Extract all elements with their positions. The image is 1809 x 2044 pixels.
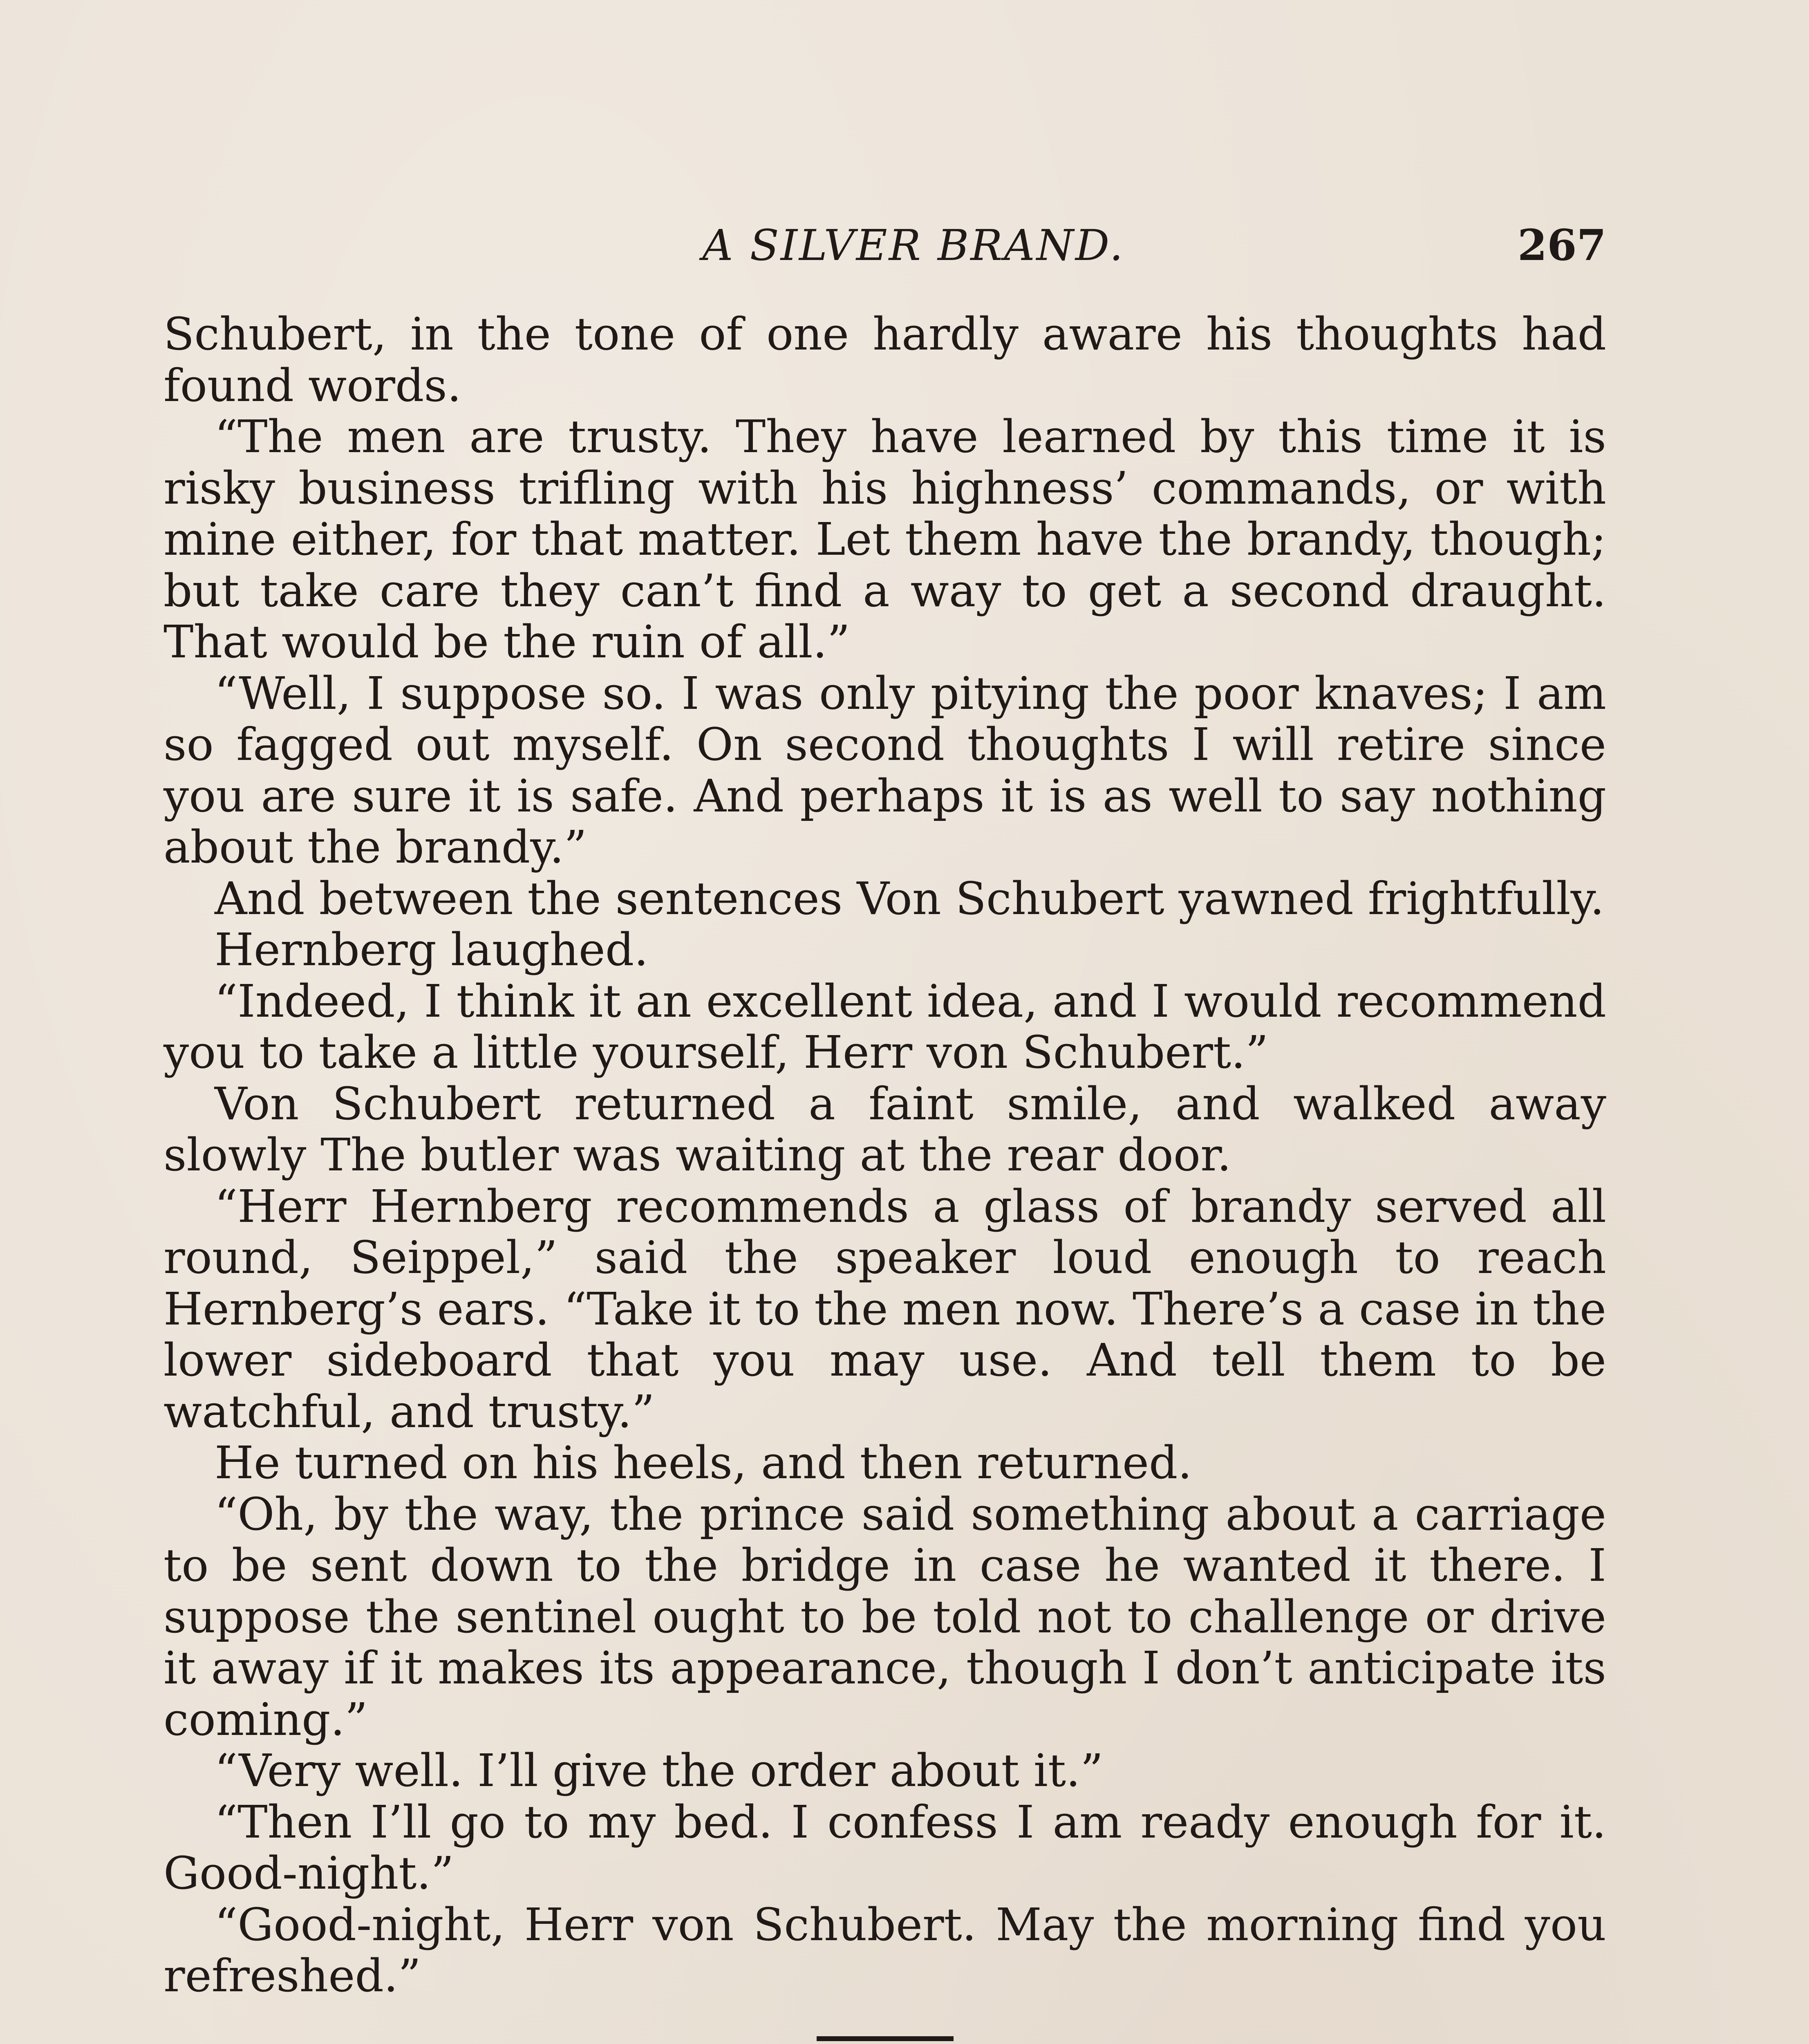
paragraph: “Good-night, Herr von Schubert. May the morning find you refreshed.” (163, 1898, 1606, 2002)
page-number: 267 (1517, 220, 1606, 270)
section-divider (817, 2036, 954, 2041)
paragraph: “Well, I suppose so. I was only pitying the poor knaves; I am so fagged out myself. On second thoughts I will retire since you are sure it is safe. And perhaps it is as well to say nothing about the brandy.” (163, 667, 1606, 873)
paragraph: He turned on his heels, and then returned. (215, 1437, 1192, 1489)
paragraph: “Indeed, I think it an excellent idea, and I would recommend you to take a little yourself, Herr von Schubert.” (163, 975, 1606, 1078)
paragraph: Von Schubert returned a faint smile, and walked away slowly The butler was waiting at the rear door. (163, 1077, 1606, 1181)
body-text (163, 309, 1606, 2044)
paragraph: Hernberg laughed. (215, 923, 649, 976)
paragraph: “Then I’ll go to my bed. I confess I am ready enough for it. Good-night.” (163, 1795, 1606, 1899)
running-head (163, 213, 1606, 278)
paragraph: “Oh, by the way, the prince said something about a carriage to be sent down to the bridge in case he wanted it there. I suppose the sentinel ought to be told not to challenge or drive it away if it makes its appearance, though I don’t anticipate its coming.” (163, 1488, 1606, 1746)
running-title: A SILVER BRAND. (702, 220, 1125, 270)
paragraph: “Herr Hernberg recommends a glass of brandy served all round, Seippel,” said the speaker loud enough to reach Hernberg’s ears. “Take it to the men now. There’s a case in the lower sideboard that you may use. And tell them to be watchful, and trusty.” (163, 1180, 1606, 1438)
paragraph: And between the sentences Von Schubert yawned frightfully. (215, 872, 1605, 925)
paragraph: Schubert, in the tone of one hardly aware his thoughts had found words. (163, 308, 1606, 412)
paragraph: “The men are trusty. They have learned by this time it is risky business trifling with his highness’ commands, or with mine either, for that matter. Let them have the brandy, though; but take care they can’t find a way to get a second draught. That would be the ruin of all.” (163, 410, 1606, 668)
paragraph: “Very well. I’ll give the order about it.” (215, 1744, 1104, 1797)
